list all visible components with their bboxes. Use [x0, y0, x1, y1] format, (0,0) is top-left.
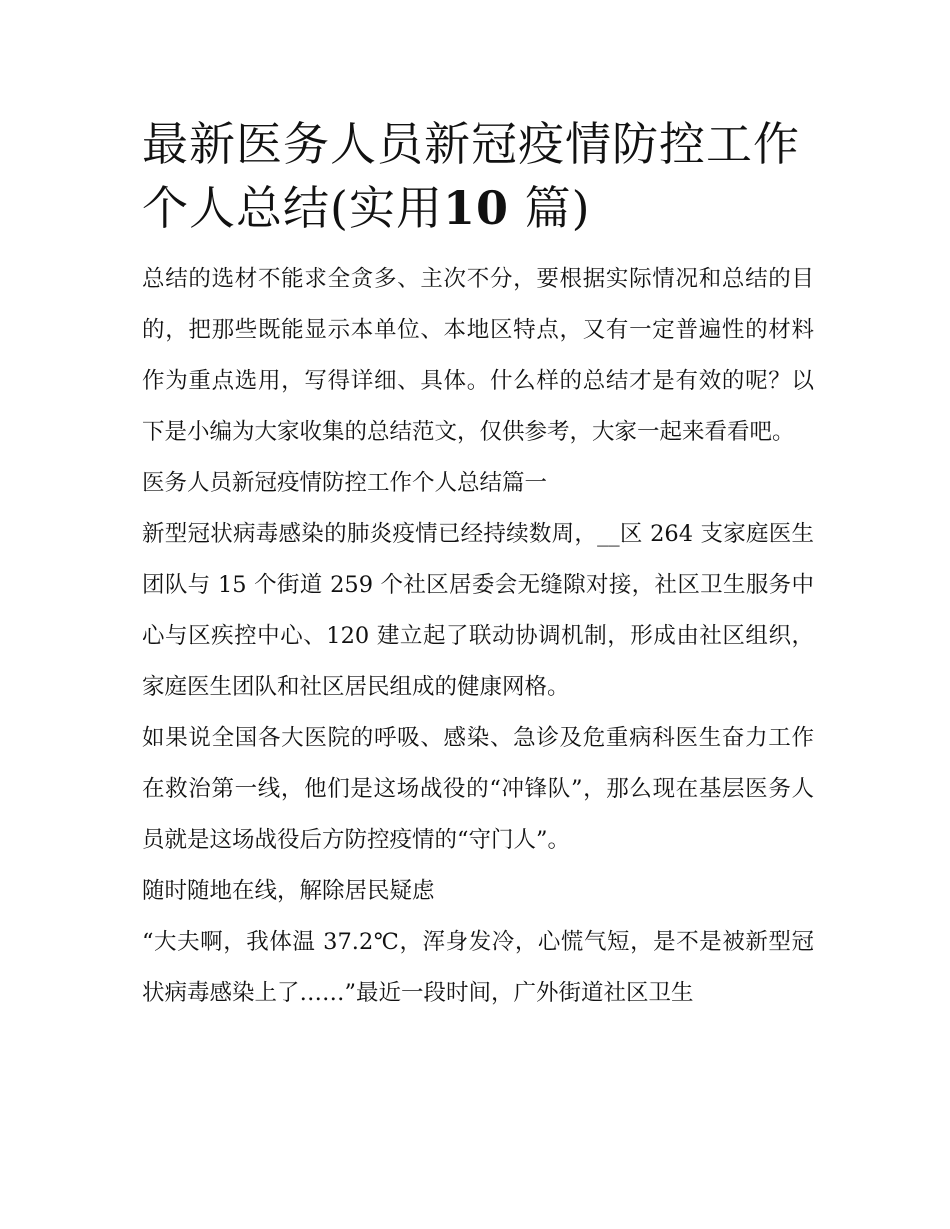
body-paragraph: “大夫啊，我体温 37.2℃，浑身发冷，心慌气短，是不是被新型冠状病毒感染上了……”最近一段时间，广外街道社区卫生	[142, 929, 814, 1006]
body-paragraph: 新型冠状病毒感染的肺炎疫情已经持续数周，__区 264 支家庭医生团队与 15 个街道 259 个社区居委会无缝隙对接，社区卫生服务中心与区疾控中心、120 建立起了联动协调机制，形成由社区组织，家庭医生团队和社区居民组成的健康网格。	[142, 521, 814, 700]
title-prefix: 最新医务人员新冠疫情防控工作个人总结(实用	[142, 117, 800, 235]
title-suffix: 篇)	[524, 181, 591, 235]
document-title	[142, 112, 814, 240]
title-number: 10	[442, 181, 509, 235]
document-page	[142, 112, 814, 1019]
intro-paragraph: 总结的选材不能求全贪多、主次不分，要根据实际情况和总结的目的，把那些既能显示本单位、本地区特点，又有一定普遍性的材料作为重点选用，写得详细、具体。什么样的总结才是有效的呢？以下是小编为大家收集的总结范文，仅供参考，大家一起来看看吧。	[142, 266, 814, 445]
subsection-heading: 随时随地在线，解除居民疑虑	[142, 878, 435, 904]
body-paragraph: 如果说全国各大医院的呼吸、感染、急诊及危重病科医生奋力工作在救治第一线，他们是这场战役的“冲锋队”，那么现在基层医务人员就是这场战役后方防控疫情的“守门人”。	[142, 725, 814, 853]
section-heading: 医务人员新冠疫情防控工作个人总结篇一	[142, 470, 548, 496]
document-body	[142, 254, 814, 1019]
